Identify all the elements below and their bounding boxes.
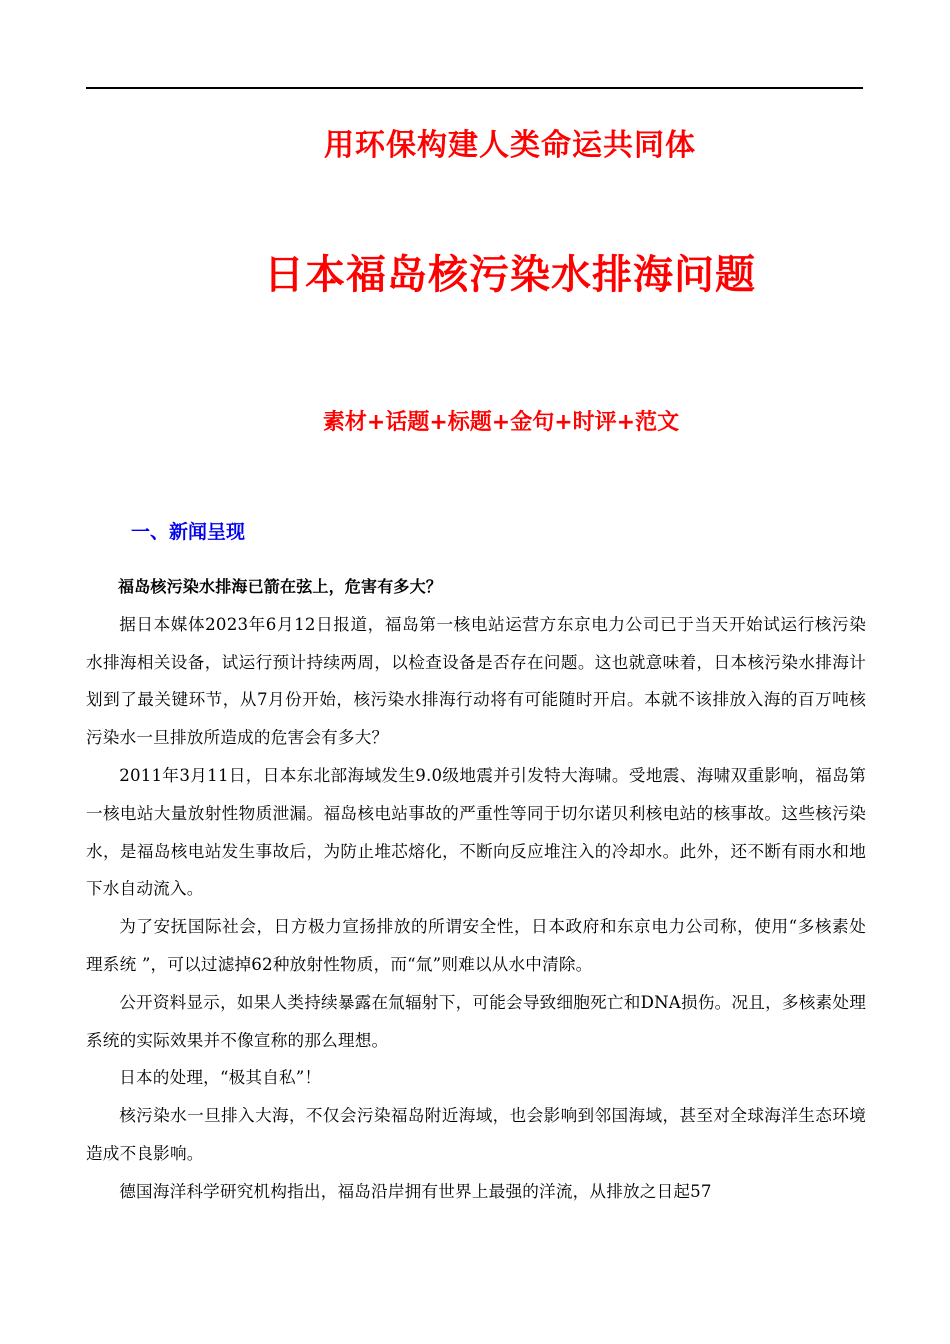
section-subheading: 福岛核污染水排海已箭在弦上，危害有多大？ bbox=[118, 577, 443, 596]
document-title: 用环保构建人类命运共同体 bbox=[324, 128, 696, 163]
document-subtitle: 素材+话题+标题+金句+时评+范文 bbox=[322, 410, 680, 435]
section-body bbox=[86, 568, 866, 1211]
paragraph: 公开资料显示，如果人类持续暴露在氚辐射下，可能会导致细胞死亡和DNA损伤。况且，多核素处理系统的实际效果并不像宣称的那么理想。 bbox=[86, 992, 866, 1050]
paragraph: 日本的处理，“极其自私”！ bbox=[119, 1068, 322, 1088]
document-main-title: 日本福岛核污染水排海问题 bbox=[264, 251, 756, 298]
paragraph: 核污染水一旦排入大海，不仅会污染福岛附近海域，也会影响到邻国海域，甚至对全球海洋生态环境造成不良影响。 bbox=[86, 1106, 866, 1163]
paragraph: 为了安抚国际社会，日方极力宣扬排放的所谓安全性，日本政府和东京电力公司称，使用“多核素处理系统 ”，可以过滤掉62种放射性物质，而“氚”则难以从水中清除。 bbox=[86, 917, 866, 974]
paragraph: 据日本媒体2023年6月12日报道，福岛第一核电站运营方东京电力公司已于当天开始试运行核污染水排海相关设备，试运行预计持续两周，以检查设备是否存在问题。这也就意味着，日本核污染水排海计划到了最关键环节，从7月份开始，核污染水排海行动将有可能随时开启。本就不该排放入海的百万吨核污染水一旦排放所造成的危害会有多大？ bbox=[86, 614, 866, 748]
paragraph: 2011年3月11日，日本东北部海域发生9.0级地震并引发特大海啸。受地震、海啸双重影响，福岛第一核电站大量放射性物质泄漏。福岛核电站事故的严重性等同于切尔诺贝利核电站的核事故。这些核污染水，是福岛核电站发生事故后，为防止堆芯熔化，不断向反应堆注入的冷却水。此外，还不断有雨水和地下水自动流入。 bbox=[86, 765, 866, 899]
section-heading: 一、新闻呈现 bbox=[131, 521, 246, 543]
paragraph: 德国海洋科学研究机构指出，福岛沿岸拥有世界上最强的洋流，从排放之日起57 bbox=[119, 1181, 712, 1201]
header-rule bbox=[86, 87, 863, 89]
